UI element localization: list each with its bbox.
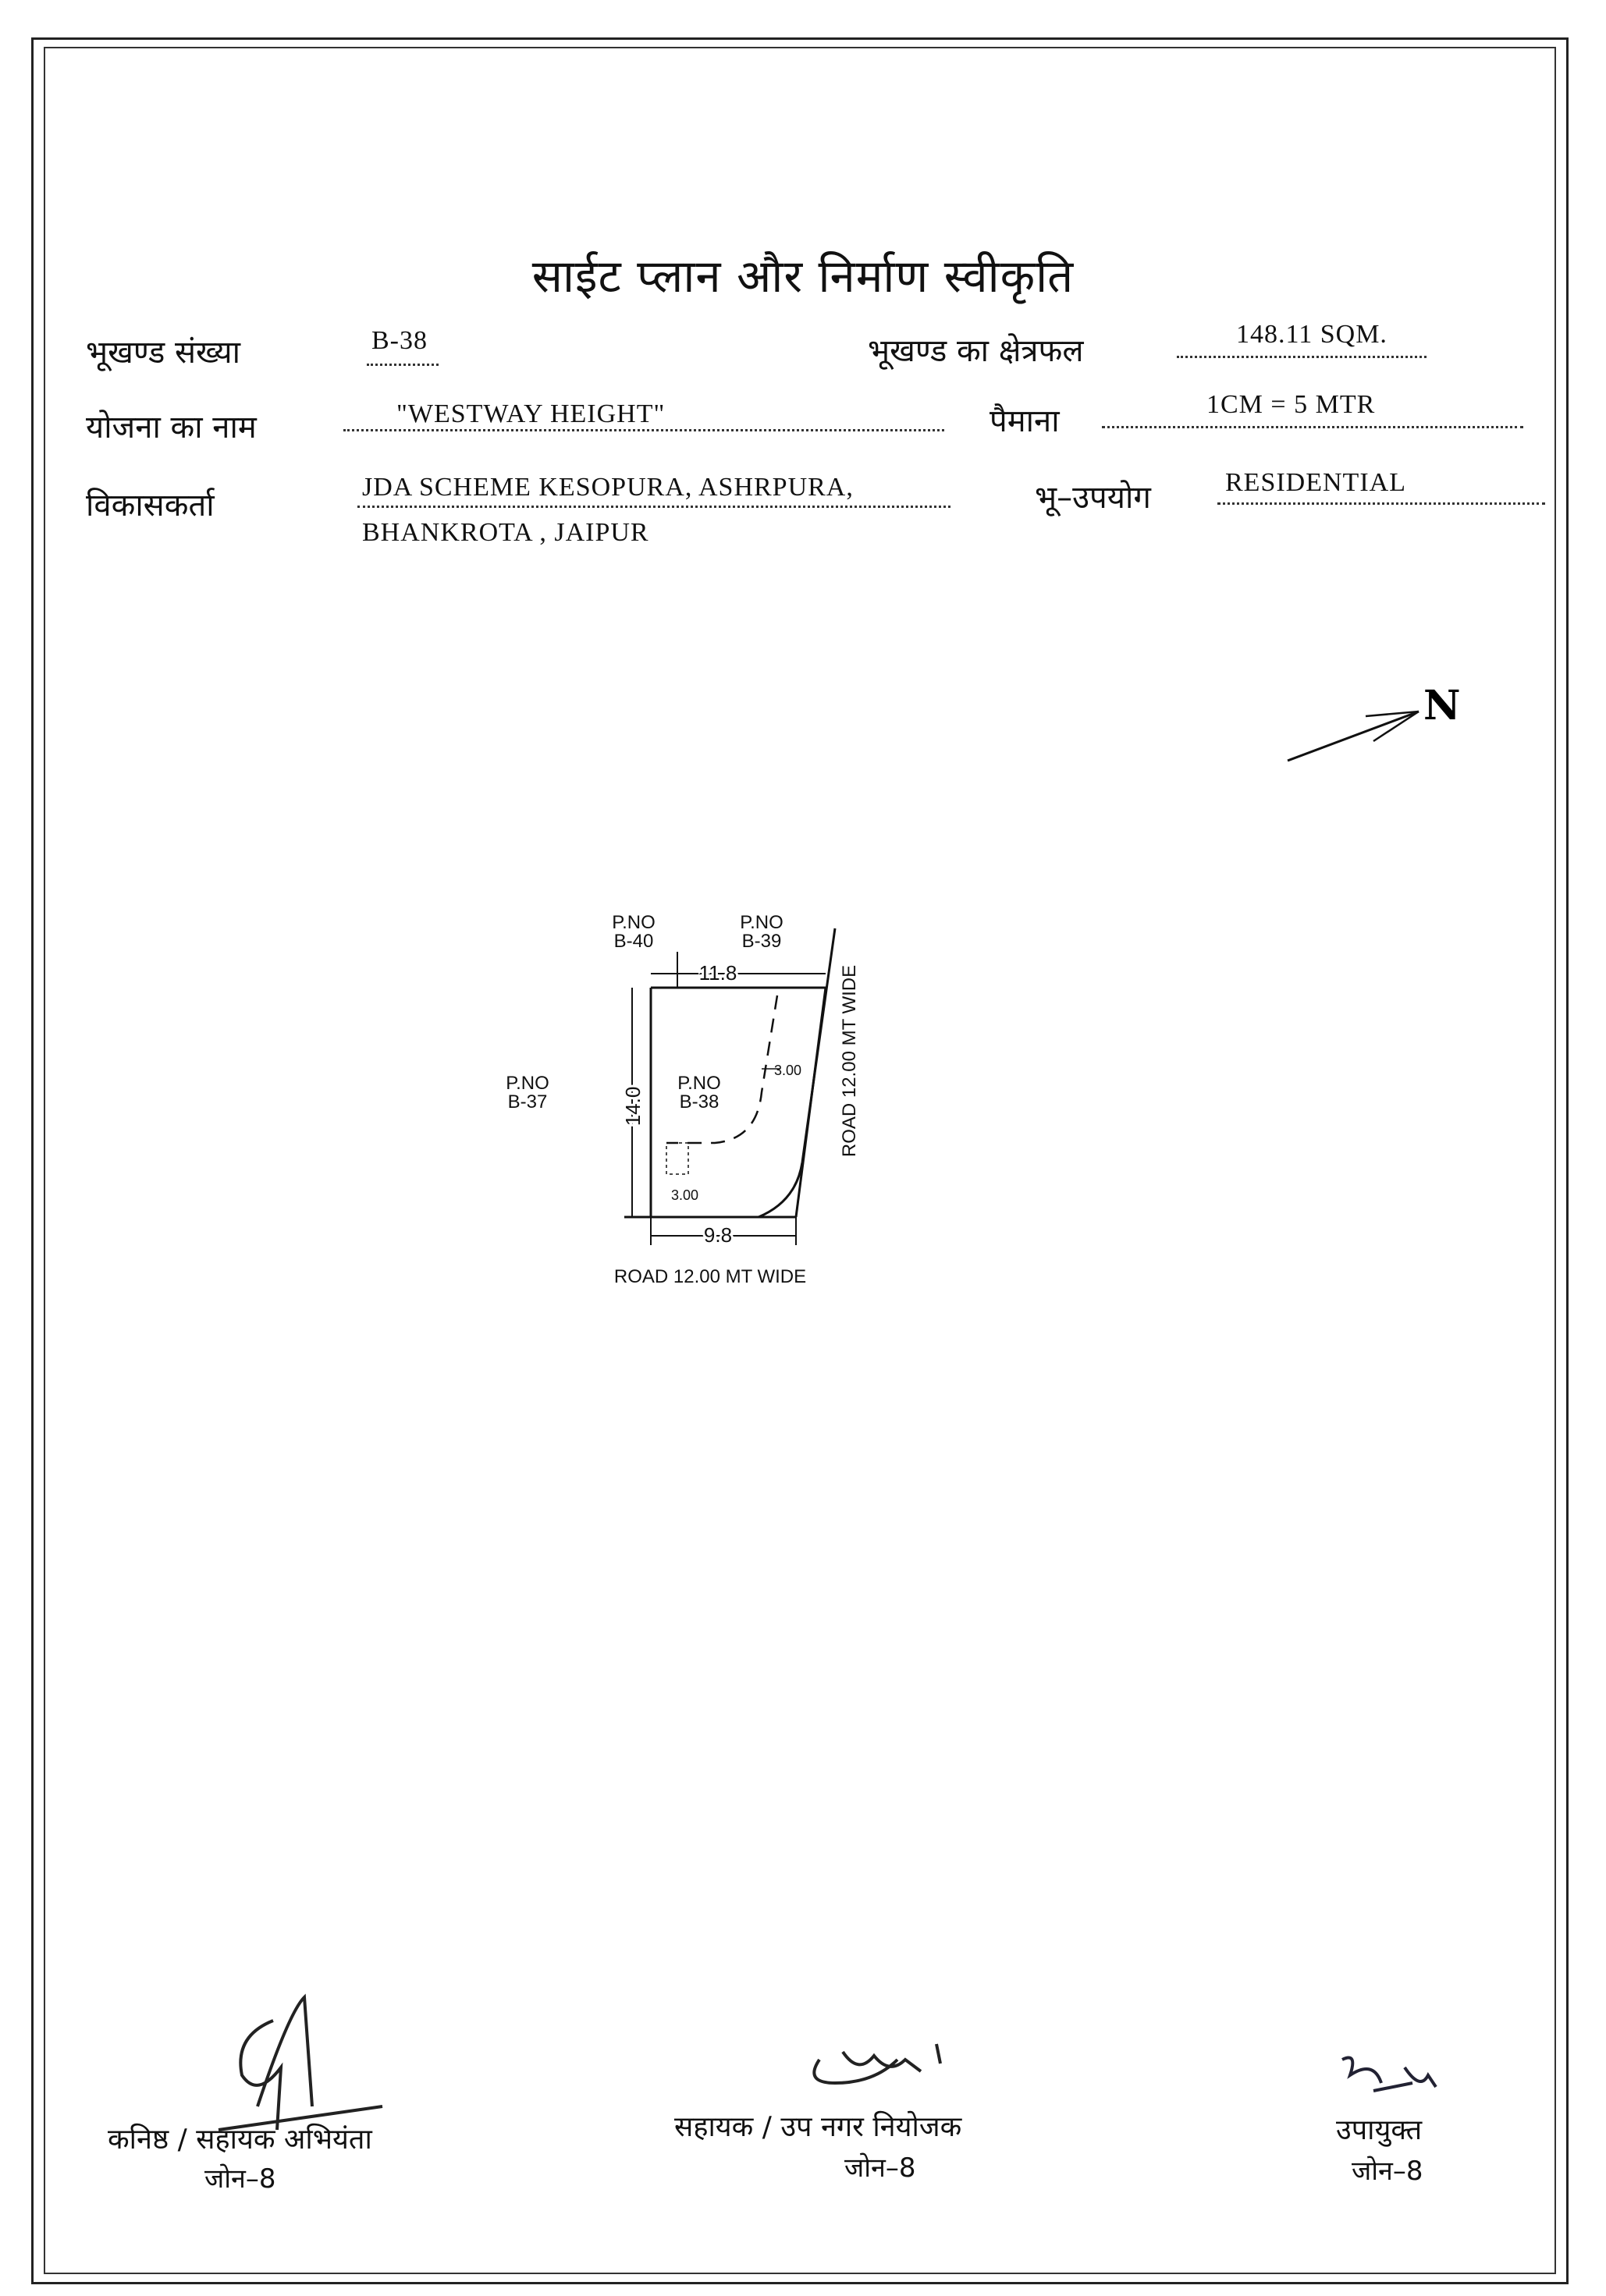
developer-line1: JDA SCHEME KESOPURA, ASHRPURA,	[362, 473, 854, 502]
developer-label: विकासकर्ता	[86, 488, 215, 523]
plot-area-label: भूखण्ड का क्षेत्रफल	[868, 333, 1084, 369]
plot-area-value: 148.11 SQM.	[1236, 320, 1387, 349]
land-use-label: भू–उपयोग	[1035, 480, 1151, 516]
north-arrow	[1280, 679, 1467, 772]
scheme-name-dots	[343, 429, 944, 431]
setback-front-box	[666, 1143, 688, 1174]
north-arrow-shaft	[1288, 712, 1419, 761]
signature-middle	[796, 2028, 975, 2091]
plot-number-dots	[367, 364, 439, 366]
signature-middle-caption: सहायक / उप नगर नियोजक	[674, 2111, 962, 2143]
signature-left-caption: कनिष्ठ / सहायक अभियंता	[108, 2124, 372, 2156]
land-use-dots	[1217, 502, 1545, 505]
developer-line2: BHANKROTA , JAIPUR	[362, 518, 649, 547]
plot-corner-curve	[759, 1162, 802, 1217]
setback-line	[666, 995, 777, 1143]
signature-right-zone: जोन–8	[1352, 2156, 1423, 2187]
dim-bottom-value: 9.8	[703, 1223, 733, 1247]
north-label: N	[1423, 682, 1461, 729]
plot-b38-pno: P.NO	[677, 1073, 721, 1094]
signature-right-caption: उपायुक्त	[1336, 2114, 1423, 2146]
scale-value: 1CM = 5 MTR	[1206, 390, 1376, 419]
scale-label: पैमाना	[990, 403, 1060, 439]
neighbor-b37-pno: P.NO	[506, 1073, 549, 1094]
neighbor-b40-pno: P.NO	[612, 912, 656, 933]
road-edge-line	[802, 928, 835, 1162]
signature-right	[1327, 2044, 1451, 2106]
neighbor-b39-no: B-39	[741, 931, 782, 952]
setback-front-value: 3.00	[671, 1187, 699, 1203]
neighbor-b39-pno: P.NO	[740, 912, 783, 933]
plot-number-label: भूखण्ड संख्या	[86, 335, 240, 371]
land-use-value: RESIDENTIAL	[1225, 468, 1406, 497]
setback-side-value: 3.00	[774, 1063, 802, 1078]
road-right-label: ROAD 12.00 MT WIDE	[839, 964, 860, 1158]
scheme-name-label: योजना का नाम	[86, 410, 257, 445]
document-title: साईट प्लान और निर्माण स्वीकृति	[531, 250, 1075, 303]
neighbor-b37-no: B-37	[507, 1091, 548, 1113]
plot-area-dots	[1177, 356, 1427, 358]
neighbor-b40-no: B-40	[613, 931, 654, 952]
signature-left-zone: जोन–8	[204, 2163, 276, 2195]
scale-dots	[1102, 426, 1523, 428]
signature-middle-zone: जोन–8	[844, 2152, 916, 2184]
road-bottom-label: ROAD 12.00 MT WIDE	[613, 1266, 807, 1287]
plot-number-value: B-38	[371, 326, 428, 355]
site-plan-drawing	[484, 905, 952, 1311]
scheme-name-value: "WESTWAY HEIGHT"	[396, 399, 666, 428]
plot-b38-no: B-38	[679, 1091, 720, 1113]
dim-left-value: 14.0	[621, 1086, 645, 1127]
dim-top-value: 11.8	[698, 961, 737, 985]
developer-dots	[357, 506, 950, 508]
